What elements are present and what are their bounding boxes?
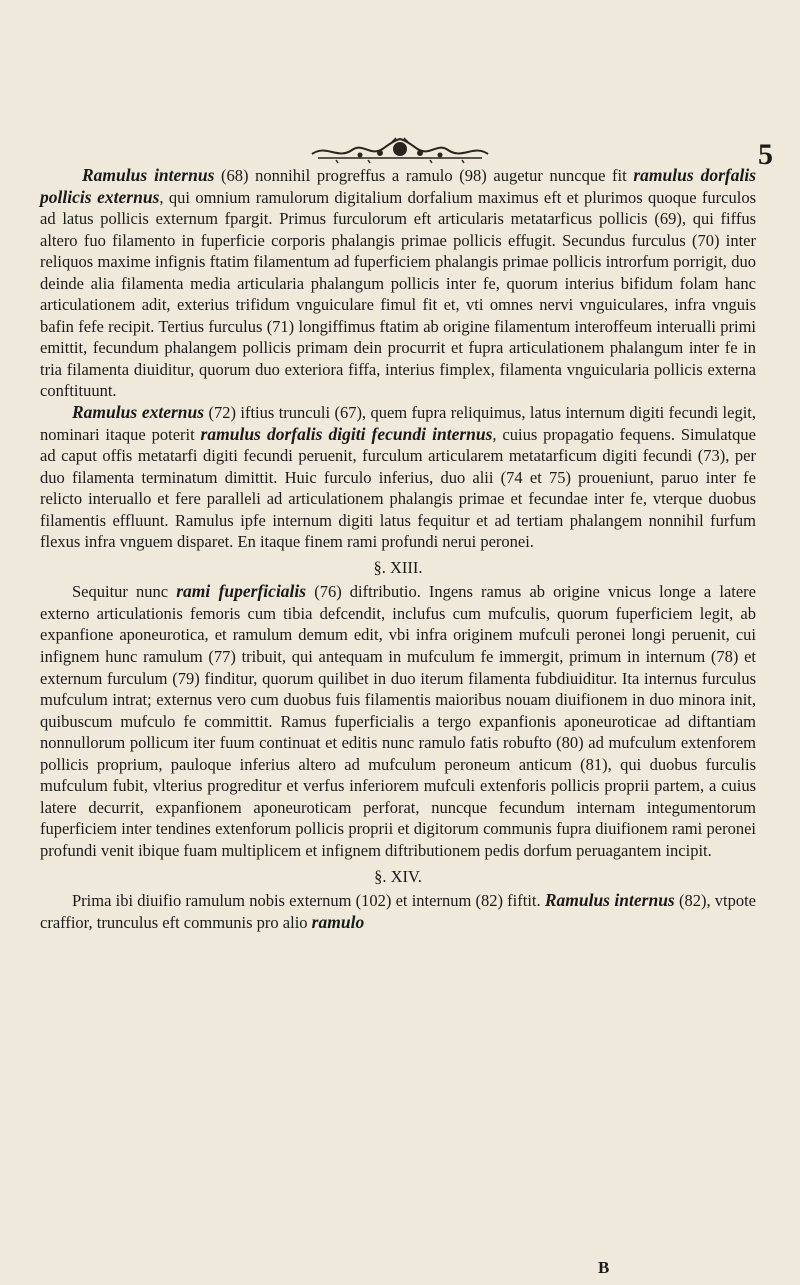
section-heading: §. XIV. [374, 866, 422, 886]
header-ornament-icon [308, 136, 492, 164]
paragraph [40, 581, 756, 861]
paragraph [40, 402, 756, 553]
text-run: (72) iftius trunculi (67), quem fupra reliquimus, latus internum digiti fecundi legit, nominari itaque poterit [40, 403, 757, 444]
italic-term: rami fuperficialis [176, 581, 307, 602]
paragraph [40, 165, 756, 402]
paragraph [40, 890, 756, 933]
section-heading: §. XIII. [373, 557, 423, 577]
text-run: (82), vtpote craffior, trunculus eft communis pro alio [40, 891, 757, 932]
italic-term: ramulus dorfalis digiti fecundi internus [200, 423, 493, 444]
italic-term: ramulus dorfalis pollicis externus [40, 165, 757, 207]
text-run: , qui omnium ramulorum digitalium dorfalium maximus eft et plurimos quoque furculos ad latus pollicis externum fpargit. Primus furculorum eft articularis metatarficus pollicis (69), qui fiffus altero fuo filamento in fuperficie corporis phalangis primae pollicis effugit. Secundus furculus (70) inter reliquos maxime infignis ftatim filamentum ad fuperficiem phalangis primae pollicis introrfum porrigit, duo deinde alia filamenta media articularia phalangum pollicis inter fe, quorum interius bifidum folam hanc articulationem adit, exterius trifidum vnguiculare fimul fit et, vti omnes nervi vnguiculares, infra vnguis bafin fefe recipit. Tertius furculus (71) longiffimus ftatim ab origine filamentum interoffeum interualli primi emittit, fecundum phalangem pollicis primam dein procurrit et fupra articulationem phalangum inter fe in tria filamenta diuiditur, quorum duo exteriora fiffa, interius fimplex, filamenta vnguicularia pollicis externa conftituunt. [40, 187, 756, 401]
italic-term: Ramulus externus [72, 402, 205, 423]
page-number: 5 [758, 138, 773, 171]
italic-term: Ramulus internus [544, 890, 675, 911]
text-run: (76) diftributio. Ingens ramus ab origine vnicus longe a latere externo articulationis femoris cum tibia defcendit, inclufus cum mufculis, quorum fuperficiem legit, ab expanfione aponeurotica, et ramulum demum edit, vbi infra originem mufculi peronei longi peruenit, cui infignem hunc ramulum (77) tribuit, qui antequam in mufculum fe immergit, primum in internum (78) et externum furculum (79) finditur, quorum quilibet in duo iterum filamenta fubdiuiditur. Ita internus furculus mufculum intrat; externus vero cum duobus fuis filamentis maioribus nouam diuifionem in duo minora init, quibuscum mufculo fe committit. Ramus fuperficialis a tergo expanfionis aponeuroticae ad diftantiam nonnullorum pollicum iter fuum continuat et editis nunc ramulo fatis robufto (80) ad mufculum extenforem pollicis proprium, pauloque inferius altero ad mufculum peroneum anticum (81), qui duobus furculis mufculum fubit, vlterius progreditur et verfus inferiorem mufculi extenforis pollicis proprii partem, a cuius latere decurrit, expanfionem aponeuroticam perforat, nuncque fecundum internam integumentorum fuperficiem inter tendines extenforum pollicis proprii et digitorum communis fupra diuifionem rami peronei profundi venit ibique fuam multiplicem et infignem diftributionem pedis dorfum peruagantem incipit. [40, 582, 756, 860]
text-run: (68) nonnihil progreffus a ramulo (98) augetur nuncque fit [214, 166, 634, 185]
text-run: , cuius propagatio fequens. Simulatque ad caput offis metatarfi digiti fecundi peruenit, furculum articularem metatarficum digiti fecundi (73), per duo filamenta terminatum dimittit. Huic furculo inferius, duo alii (74 et 75) proueniunt, paruo inter fe relicto interuallo et fere paralleli ad articulationem phalangis primae et fecundae inter fe, vterque duobus filamentis effluunt. Ramulus ipfe internum digiti latus fequitur et ad tertiam phalangem nonnihil furfum flexus infra vnguem disparet. En itaque finem rami profundi nerui peronei. [40, 424, 756, 552]
text-run: Sequitur nunc [72, 582, 177, 602]
italic-term: ramulo [311, 911, 365, 932]
body-text [40, 165, 756, 933]
signature-mark: B [598, 1258, 610, 1277]
text-run: Prima ibi diuifio ramulum nobis externum (102) et internum (82) fiftit. [72, 891, 545, 911]
italic-term: Ramulus internus [82, 165, 215, 185]
